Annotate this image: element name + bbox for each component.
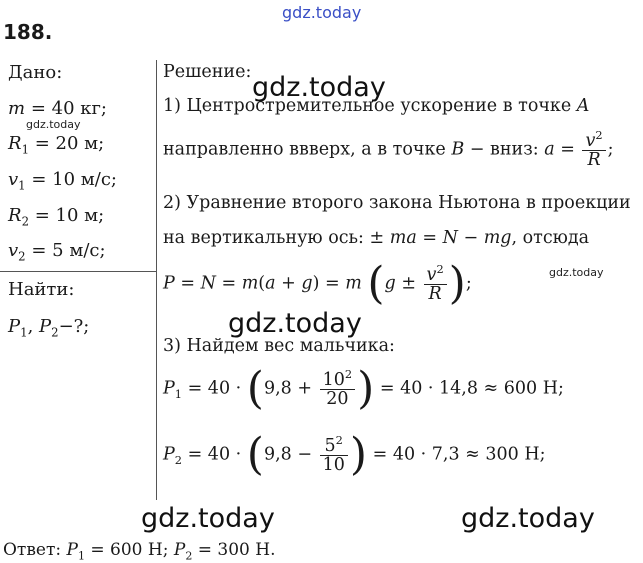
step1-line1: 1) Центростремительное ускорение в точке A — [163, 96, 590, 116]
answer: Ответ: $P_1 = 600$ Н; $P_2 = 300$ Н. — [3, 540, 276, 563]
p2-calculation: $P_2 = 40 \cdot (9,8$ − $\frac{5^2}{10}$ ) = 40 · 7,3 ≈ 300 Н; — [163, 429, 546, 480]
watermark: gdz.today — [461, 503, 595, 534]
given-title: Дано: — [8, 62, 63, 83]
step3-title: 3) Найдем вес мальчика: — [163, 336, 395, 356]
find-expr: $P_1$, $P_2-$?; — [8, 316, 90, 340]
given-r1: $R_1 = 20$ м; — [8, 133, 105, 157]
p1-calculation: $P_1 = 40 \cdot (9,8$ + $\frac{10^2}{20}$ ) = 40 · 14,8 ≈ 600 Н; — [163, 363, 564, 414]
watermark-top: gdz.today — [282, 3, 362, 22]
given-r2: $R_2 = 10$ м; — [8, 205, 105, 229]
solution-title: Решение: — [163, 62, 252, 82]
given-v2: $v_2 = 5$ м/с; — [8, 240, 106, 264]
fraction-v2-over-r: $\frac{v^2}{R}$ — [582, 130, 605, 170]
step2-line2: на вертикальную ось: ± ma = N − mg, отсюда — [163, 228, 590, 248]
watermark: gdz.today — [141, 503, 275, 534]
vertical-divider — [156, 60, 157, 500]
step1-line2: направленно ввверх, а в точке B − вниз: a = $\frac{v^2}{R}$ ; — [163, 128, 614, 171]
given-v1: $v_1 = 10$ м/с; — [8, 169, 117, 193]
watermark: gdz.today — [252, 72, 386, 103]
watermark-small: gdz.today — [549, 266, 604, 279]
given-mass: m = 40 кг; — [8, 98, 107, 119]
watermark-small: gdz.today — [26, 118, 81, 131]
watermark: gdz.today — [228, 308, 362, 339]
problem-number: 188. — [3, 20, 53, 44]
horizontal-divider — [0, 271, 157, 272]
step2-line1: 2) Уравнение второго закона Ньютона в проекции — [163, 193, 631, 213]
weight-formula: P = N = m(a + g) = m (g ± $\frac{v^2}{R}$ ); — [163, 258, 472, 309]
find-title: Найти: — [8, 279, 75, 300]
